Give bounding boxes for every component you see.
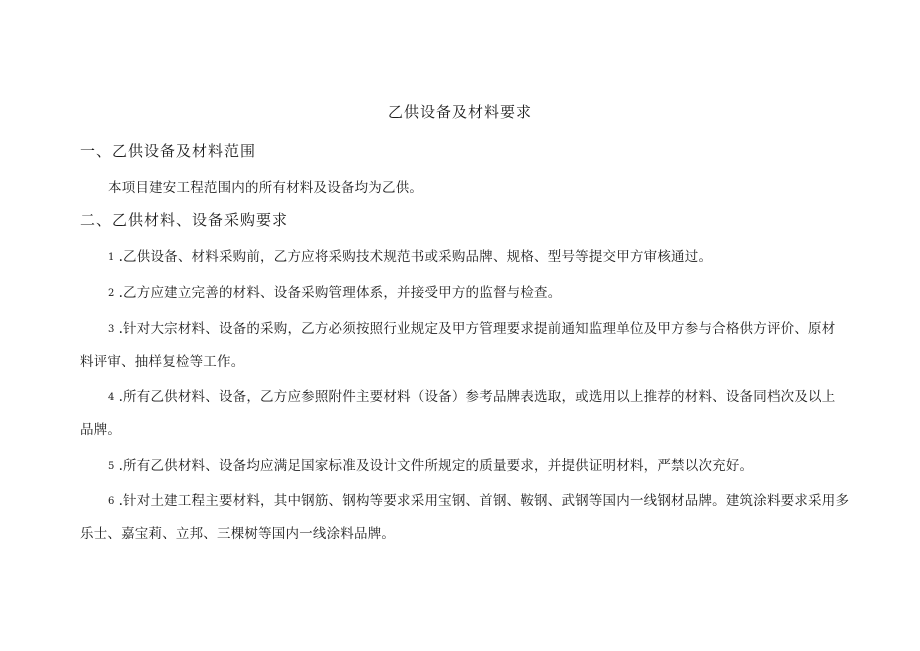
item-number: 3 — [108, 324, 115, 335]
item-number: 4 — [108, 392, 115, 403]
list-item — [108, 245, 712, 265]
section-heading-procurement: 二、乙供材料、设备采购要求 — [80, 211, 289, 229]
list-item — [108, 489, 849, 509]
item-number: 1 — [108, 252, 115, 263]
item-number: 6 — [108, 496, 115, 507]
item-text: .针对土建工程主要材料，其中钢筋、钢构等要求采用宝钢、首钢、鞍钢、武钢等国内一线钢材品牌。建筑涂料要求采用多 — [118, 493, 850, 509]
section-heading-scope: 一、乙供设备及材料范围 — [80, 142, 257, 160]
item-continuation: 乐士、嘉宝莉、立邦、三棵树等国内一线涂料品牌。 — [80, 526, 396, 542]
item-text: .乙方应建立完善的材料、设备采购管理体系，并接受甲方的监督与检查。 — [118, 285, 562, 301]
item-text: .乙供设备、材料采购前，乙方应将采购技术规范书或采购品牌、规格、型号等提交甲方审核通过。 — [118, 249, 713, 265]
list-item — [108, 385, 835, 405]
item-text: .所有乙供材料、设备均应满足国家标准及设计文件所规定的质量要求，并提供证明材料，严禁以次充好。 — [118, 458, 754, 474]
item-continuation: 料评审、抽样复检等工作。 — [80, 354, 245, 370]
item-continuation: 品牌。 — [80, 422, 122, 438]
list-item — [108, 317, 835, 337]
document-title: 乙供设备及材料要求 — [387, 103, 532, 121]
scope-paragraph: 本项目建安工程范围内的所有材料及设备均为乙供。 — [108, 180, 424, 196]
item-number: 5 — [108, 461, 115, 472]
item-text: .针对大宗材料、设备的采购，乙方必须按照行业规定及甲方管理要求提前通知监理单位及甲方参与合格供方评价、原材 — [118, 321, 836, 337]
item-text: .所有乙供材料、设备，乙方应参照附件主要材料（设备）参考品牌表选取，或选用以上推荐的材料、设备同档次及以上 — [118, 389, 836, 405]
list-item — [108, 454, 753, 474]
list-item — [108, 281, 561, 301]
item-number: 2 — [108, 288, 115, 299]
